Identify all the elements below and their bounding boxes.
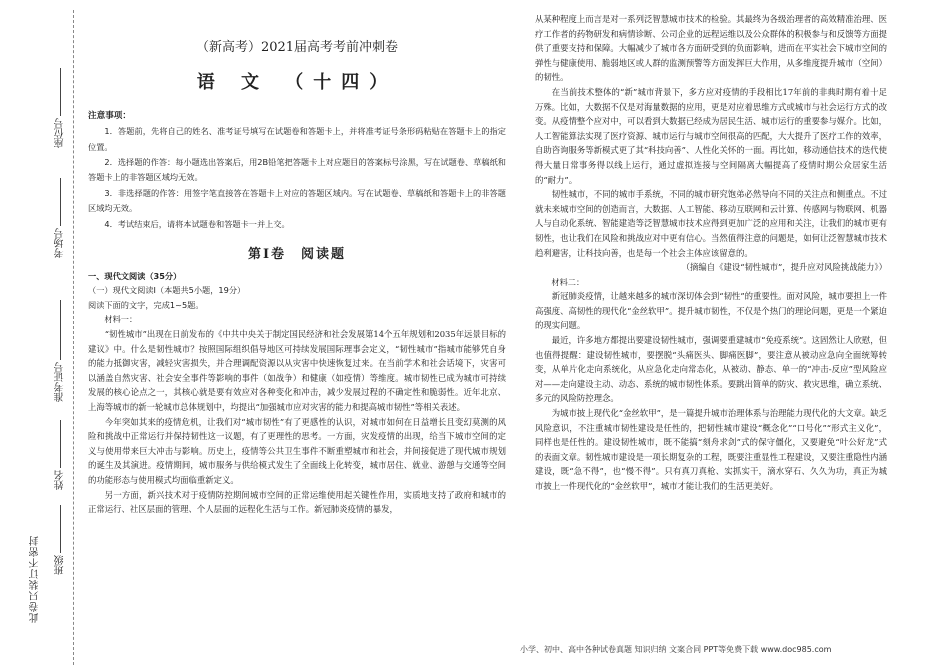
ticket-number-field (55, 300, 73, 402)
name-blank[interactable] (61, 420, 62, 468)
name-label: 姓名 (55, 470, 66, 490)
article-paragraph: 另一方面，新兴技术对于疫情防控期间城市空间的正常运维使用起关键性作用，实质地支持了政府和城市的正常运行、社区层面的管理、个人层面的远程化生活与工作。新冠肺炎疫情的暴发， (88, 489, 506, 515)
article-paragraph: 在当前技术整体的“新”城市背景下，多方应对疫情的手段相比17年前的非典时期有着十足万殊。比如，大数据不仅是对海量数据的应用，更是对应着思维方式或城市与社会运行方式的改变。从疫情整个应对中，可以看到大数据已经成为居民生活、城市运行的重要参与媒介。比如，人工智能算法实现了医疗资源、城市运行与城市空间很高的匹配，大大提升了医疗工作的效率，自助咨询服务等新模式更了其“科技向善”、人性化关怀的一面。再比如，移动通信技术的迭代使得大量日常事务得以线上运行，通过虚拟连接与空间隔离大幅提高了疫情时期公众居家生活的“耐力”。 (535, 86, 887, 185)
right-column (535, 12, 887, 494)
article-paragraph: 为城市披上现代化“金丝软甲”，是一篇提升城市治理体系与治理能力现代化的大文章。缺乏风险意识，不注重城市韧性建设是任性的，把韧性城市建设“概念化”“口号化”“形式主义化”，同样也是任性的。建设韧性城市，既不能搞“刻舟求剑”式的保守僵化，又要避免“叶公好龙”式的表面文章。韧性城市建设是一项长期复杂的工程，既要注重显性工程建设，又要注重隐性内涵建设，既“急不得”，也“慢不得”。只有真刀真枪、实抓实干，滴水穿石、久久为功，真正为城市披上一件现代化的“金丝软甲”，城市才能让我们的生活更美好。 (535, 408, 887, 491)
binding-dashed-line (73, 10, 74, 665)
exam-room-field (55, 178, 73, 258)
class-field (55, 505, 73, 575)
notice-item: 3．非选择题的作答：用签字笔直接答在答题卡上对应的答题区域内。写在试题卷、草稿纸和答题卡上的非答题区域均无效。 (88, 187, 506, 214)
ticket-number-label: 准考证号 (55, 362, 66, 402)
class-blank[interactable] (61, 505, 62, 553)
subject-title: 语 文 （十四） (196, 72, 398, 93)
article-paragraph: 新冠肺炎疫情，让越来越多的城市深切体会到“韧性”的重要性。面对风险，城市要担上一件高强度、高韧性的现代化“金丝软甲”。提升城市韧性，不仅是个热门的理论问题，更是一个紧迫的现实问题。 (535, 291, 887, 331)
source-citation: （摘编自《建设“韧性城市”，提升应对风险挑战能力》） (681, 262, 887, 273)
exam-title: （新高考）2021届高考考前冲刺卷 (195, 40, 399, 55)
binding-margin (0, 0, 80, 672)
material-label: 材料二： (551, 276, 585, 287)
seat-number-field (55, 68, 73, 148)
material-label: 材料一： (104, 314, 138, 325)
name-field (55, 420, 73, 490)
part-title: 第Ⅰ卷 阅读题 (247, 247, 347, 263)
subsection-heading: （一）现代文阅读Ⅰ（本题共5小题，19分） (88, 285, 246, 296)
section-heading: 一、现代文阅读（35分） (88, 270, 182, 281)
reading-instruction: 阅读下面的文字，完成1~5题。 (88, 299, 204, 310)
exam-room-blank[interactable] (61, 178, 62, 226)
notice-item: 2．选择题的作答：每小题选出答案后，用2B铅笔把答题卡上对应题目的答案标号涂黑，写在试题卷、草稿纸和答题卡上的非答题区域均无效。 (88, 157, 506, 183)
article-paragraph: 最近，许多地方都提出要建设韧性城市，强调要重建城市“免疫系统”。这固然让人欣慰，但也值得提醒：建设韧性城市，要摆脱“头痛医头、脚痛医脚”，要注意从被动应急向全面统筹转变，从单片化走向系统化，从应急化走向常态化，从被动、静态、单一的“冲击-反应”型风险应对——走向建设主动、动态、系统的城市韧性体系。要跳出简单的防灾、救灾思维，确立系统、多元的风险防控理念。 (535, 335, 887, 404)
class-label: 班级 (55, 555, 66, 575)
article-paragraph: 韧性城市，不同的城市手系统，不同的城市研究饱弟必然导向不同的关注点和侧重点。不过就未来城市空间的创造而言，大数据、人工智能、移动互联网和云计算、传感网与物联网、机器人与自动化系统、智能建造等泛智慧城市技术应得到更加广泛的应用和关注，让我们的城市更有韧性，也让我们在风险和挑战应对中更有信心。当然值得注意的问题是，如何让泛智慧城市技术趋利避害，让科技向善，也是每一个社会主体应该留意的。 (535, 189, 887, 258)
exam-room-label: 考场号 (55, 228, 66, 258)
article-paragraph: “韧性城市”出现在日前发布的《中共中央关于制定国民经济和社会发展第14个五年规划和2035年远景目标的建议》中。什么是韧性城市？按照国际组织倡导地区可持续发展国际理事会定义，“韧性城市”指城市能够凭自身的能力抵御灾害，减轻灾害损失，并合理调配资源以从灾害中快速恢复过来。在当前学术和社会话境下，灾害可以涵盖自然灾害、社会安全事件等影响的事件（如战争）和健康（如疫情）等维度。城市韧性已成为城市可持续发展的核心论点之一，其核心就是要有效应对各种变化和冲击，减少发展过程的不确定性和脆弱性。近年北京、上海等城市的新一轮城市总体规划中，均提出“加强城市应对灾害的能力和提高城市韧性”等相关表述。 (88, 329, 506, 412)
seat-number-label: 座位号 (55, 118, 66, 148)
notice-item: 4．考试结束后，请将本试题卷和答题卡一并上交。 (104, 218, 290, 229)
article-paragraph: 今年突如其来的疫情危机，让我们对“城市韧性”有了更感性的认识，对城市如何在日益增长且变幻莫测的风险和挑战中正常运行并保持韧性这一议题，有了更理性的思考。一方面，灾发疫情的出现，给当下城市空间的定义与使用带来巨大冲击与影响。历史上，疫情等公共卫生事件不断重塑城市和社会，并间接促进了现代城市规划的诞生及其演进。疫情期间，城市服务与供给模式发生了全面线上化转变，城市居住、就业、游憩与交通等空间的功能形态与使用模式均面临重新定义。 (88, 416, 506, 485)
seat-number-blank[interactable] (61, 68, 62, 116)
seal-notice: 此卷只装订不密封 (30, 535, 41, 623)
page-footer: 小学、初中、高中各种试卷真题 知识归纳 文案合同 PPT等免费下载 www.doc985.com (520, 645, 832, 654)
ticket-number-blank[interactable] (61, 300, 62, 360)
left-column (88, 40, 506, 517)
article-paragraph: 从某种程度上而言是对一系列泛智慧城市技术的检验。其最终为各级治理者的高效精准治理、医疗工作者的药物研发和病情诊断、公司企业的远程运维以及公众群体的积极参与和反馈等方面提供了重要支持和保障。大幅减少了城市各方面研受到的负面影响，进而在平实社会下城市空间的弹性与健康使用、脆弱地区或人群的监测预警等方面发挥巨大作用，从多维度提升城市（空间）的韧性。 (535, 14, 887, 83)
notice-heading: 注意事项： (88, 110, 131, 121)
notice-item: 1．答题前，先将自己的姓名、准考证号填写在试题卷和答题卡上，并将准考证号条形码粘贴在答题卡上的指定位置。 (88, 126, 506, 152)
